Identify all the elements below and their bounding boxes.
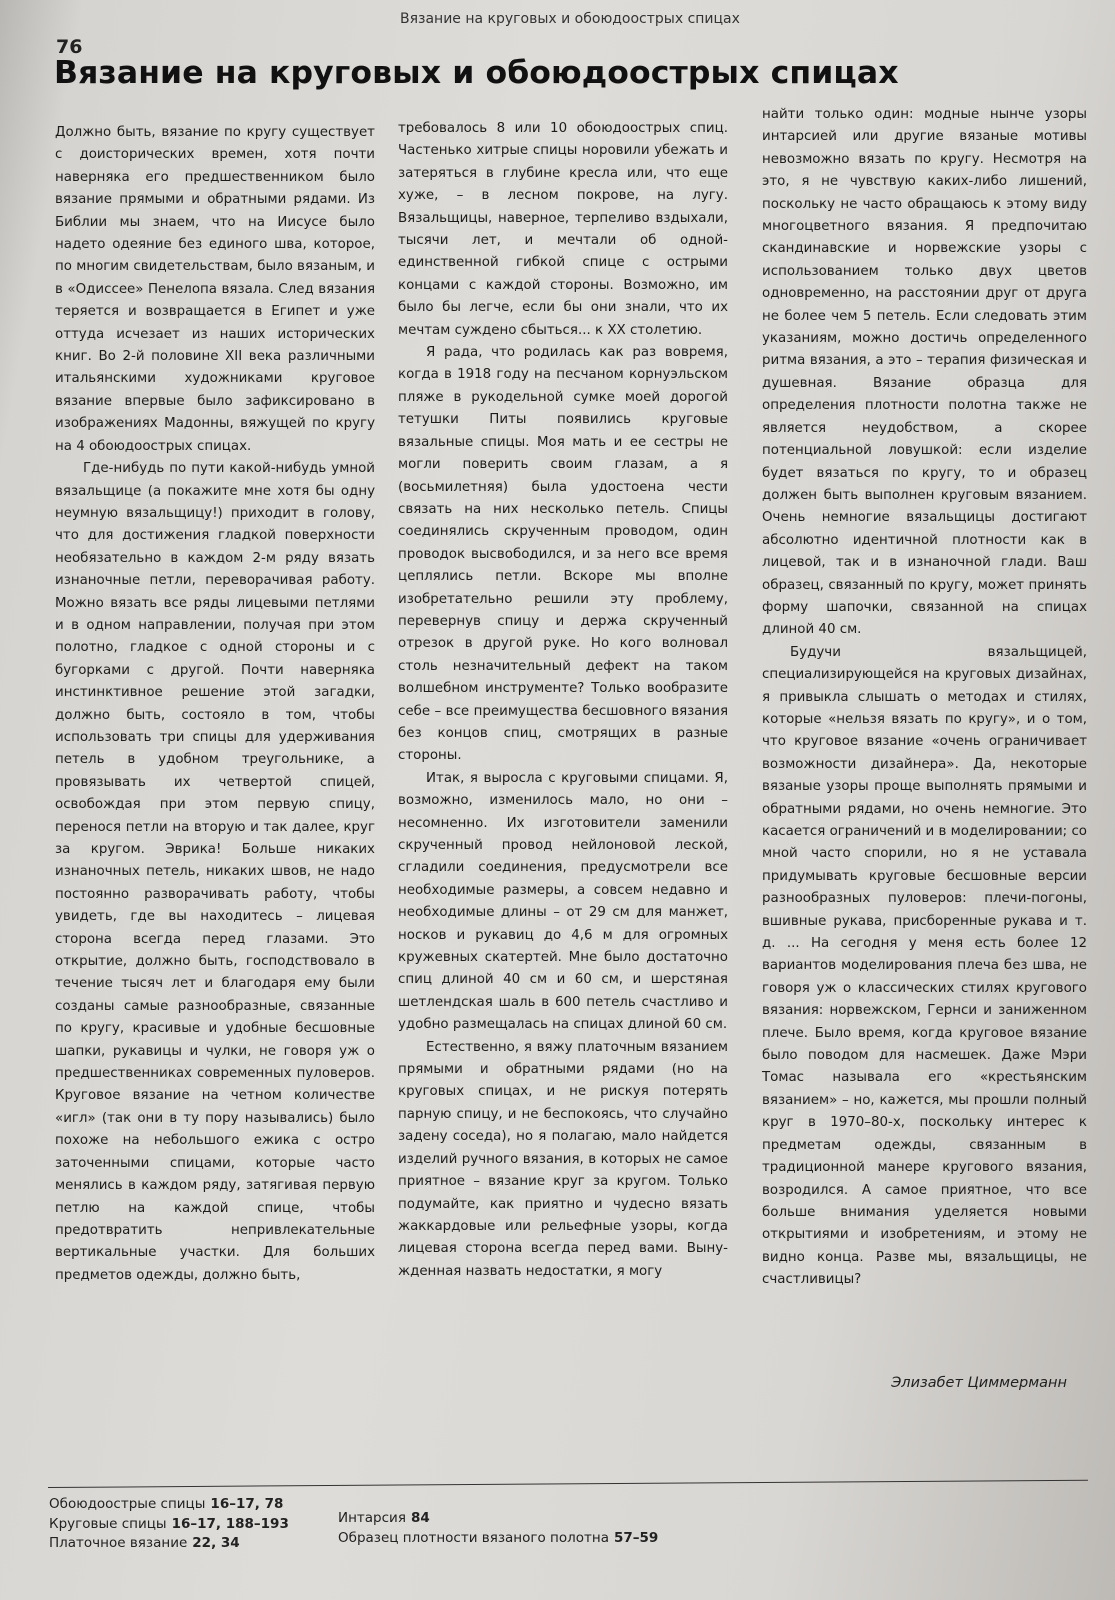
footer-divider [48,1480,1088,1488]
index-entry[interactable] [49,1534,289,1554]
index-entry[interactable] [49,1515,289,1535]
paragraph: требовалось 8 или 10 обоюдоострых спиц. Частенько хитрые спицы норовили убежать и затеряться в глубине кресла или, что еще хуже, – в лесном покрове, на лугу. Вязальщицы, наверное, терпеливо вздыхали, тысячи лет, и мечтали об одной-единственной гибкой спице с острыми концами с каждой стороны. Возможно, им было бы легче, если бы они знали, что их мечтам суждено сбыться... к XX столетию. [398,121,728,338]
index-pages: 84 [410,1510,430,1526]
index-pages: 22, 34 [192,1535,240,1551]
index-entry[interactable] [49,1495,289,1515]
index-entry[interactable] [338,1509,658,1529]
index-term: Платочное вязание [49,1535,188,1551]
index-term: Образец плотности вязаного полотна [338,1529,609,1546]
index-term: Обоюдоострые спицы [49,1496,206,1512]
index-entry[interactable] [338,1529,658,1549]
cross-reference-index-left [49,1495,289,1554]
text-column-3 [762,104,1087,1292]
text-column-1 [55,122,375,1287]
paragraph: Итак, я выросла с круговыми спицами. Я, возможно, изменилось мало, но они – несомненно. Их изготовители заменили скрученный провод нейлоновой леской, сгладили соединения, предусмотрели все необходимые размеры, а совсем недавно и необходимые длины – от 29 см для манжет, носков и рукавиц до 4,6 м для огромных кружевных скатертей. Мне было достаточно спиц длиной 40 см и 60 см, и шерстяная шетлендская шаль в 600 петель счастливо и удобно размещалась на спицах длиной 60 см. [398,770,728,1033]
author-signature: Элизабет Циммерманн [891,1375,1067,1391]
cross-reference-index-right [338,1509,658,1548]
paragraph: Где-нибудь по пути какой-нибудь умной вязальщице (а покажите мне хотя бы одну неумную вязальщицу!) приходит в голову, что для достижения гладкой поверхности необязательно в каждом 2-м ряду вязать изнаночные петли, переворачивая работу. Можно вязать все ряды лицевыми петлями и в одном направлении, получая при этом полотно, гладкое с одной стороны и с бугорками с другой. Почти наверняка инстинктивное решение этой загадки, должно быть, состояло в том, чтобы использовать три спицы для удерживания петель в удобном треугольнике, а провязывать их четвертой спицей, освобождая при этом первую спицу, перенося петли на вторую и так далее, круг за кругом. Эврика! Больше никаких изнаночных петель, никаких швов, не надо постоянно разворачивать работу, чтобы увидеть, где вы находитесь – лицевая сторона всегда перед глазами. Это открытие, должно быть, господствовало в течение тысяч лет и благодаря ему были созданы самые разнообразные, связанные по кругу, красивые и удобные бесшовные шапки, рукавицы и чулки, не говоря уж о предшественниках современных пуловеров. Круговое вязание на четном количестве «игл» (так они в ту пору назывались) было похоже на небольшого ежика с остро заточенными спицами, которые часто менялись в каждом ряду, затягивая первую петлю на каждой спице, чтобы предотвратить непривлекательные вертикальные участки. Для больших предметов одежды, должно быть, [55,461,375,1283]
index-term: Круговые спицы [49,1515,167,1532]
page-number: 76 [56,36,83,58]
index-pages: 16–17, 188–193 [171,1515,289,1532]
paragraph: найти только один: модные нынче узоры интарсией или другие вязаные мотивы невозможно вязать по кругу. Несмотря на это, я не чувствую каких-либо лишений, поскольку не часто обращаюсь к этому виду многоцветного вязания. Я предпочитаю скандинавские и норвежские узоры с использованием только двух цветов одновременно, на расстоянии друг от друга не более чем 5 петель. Если следовать этим указаниям, можно достичь определенного ритма вязания, а это – терапия физическая и душевная. Вязание образца для определения плотности полотна также не является неудобством, а скорее потенциальной ловушкой: если изделие будет вязаться по кругу, то и образец должен быть выполнен круговым вязанием. Очень немногие вязальщицы достигают абсолютно идентичной плотности как в лицевой, так и в изнаночной глади. Ваш образец, связанный по кругу, может принять форму шапочки, связанной на спицах длиной 40 см. [762,107,1087,638]
index-pages: 16–17, 78 [210,1496,284,1512]
running-head: Вязание на круговых и обоюдоострых спицах [400,11,740,27]
paragraph: Я рада, что родилась как раз вовремя, когда в 1918 году на песчаном корнуэльском пляже в рукодельной сумке моей дорогой тетушки Питы появились круговые вязальные спицы. Моя мать и ее сестры не могли поверить своим глазам, а я (восьмилетняя) была удостоена чести связать на них несколько петель. Спицы соединялись скрученным проводом, один проводок высвободился, и за него все время цеплялись петли. Вскоре мы вполне изобретательно решили эту проблему, перевернув спицу и держа скрученный отрезок в другой руке. Но кого волновал столь незначительный дефект на таком волшебном инструменте? Только вообразите себе – все преимущества бесшовного вязания без концов спиц, смотрящих в разные стороны. [398,345,728,764]
index-pages: 57–59 [613,1529,659,1546]
index-term: Интарсия [338,1510,406,1526]
paragraph: Естественно, я вяжу платочным вязанием прямыми и обратными рядами (но на круговых спицах, и не рискуя потерять парную спицу, и не беспокоясь, что случайно задену соседа), но я полагаю, мало найдется изделий ручного вязания, в которых не самое приятное – вязание круг за кругом. Только подумайте, как приятно и чудесно вязать жаккардовые или рельефные узоры, когда лицевая сторона всегда перед вами. Вынужденная назвать недостатки, я могу [398,1039,728,1279]
paragraph: Будучи вязальщицей, специализирующейся на круговых дизайнах, я привыкла слышать о методах и стилях, которые «нельзя вязать по кругу», и о том, что круговое вязание «очень ограничивает возможности дизайнера». Да, некоторые вязаные узоры проще выполнять прямыми и обратными рядами, но очень немногие. Это касается ограничений и в моделировании; со мной часто спорили, но я не уставала придумывать круговые бесшовные версии разнообразных пуловеров: плечи-погоны, вшивные рукава, присборенные рукава и т. д. ... На сегодня у меня есть более 12 вариантов моделирования плеча без шва, не говоря уж о классических стилях кругового вязания: норвежском, Гернси и заниженном плече. Было время, когда круговое вязание было поводом для насмешек. Даже Мэри Томас называла его «крестьянским вязанием» – но, кажется, мы прошли полный круг в 1970–80-х, поскольку интерес к предметам одежды, связанным в традиционной манере кругового вязания, возродился. А самое приятное, что все больше внимания уделяется новыми открытиями и изобретениям, и этому не видно конца. Разве мы, вязальщицы, не счастливицы? [762,644,1087,1288]
paragraph: Должно быть, вязание по кругу существует с доисторических времен, хотя почти наверняка его предшественником было вязание прямыми и обратными рядами. Из Библии мы знаем, что на Иисусе было надето одеяние без единого шва, которое, по многим свидетельствам, было вязаным, и в «Одиссее» Пенелопа вязала. След вязания теряется и возвращается в Египет и уже оттуда исчезает из наших исторических книг. Во 2-й половине XII века различными итальянскими художниками круговое вязание впервые было зафиксировано в изображениях Мадонны, вяжущей по кругу на 4 обоюдоострых спицах. [55,125,375,454]
text-column-2 [398,118,728,1283]
article-title: Вязание на круговых и обоюдоострых спицах [54,55,899,91]
